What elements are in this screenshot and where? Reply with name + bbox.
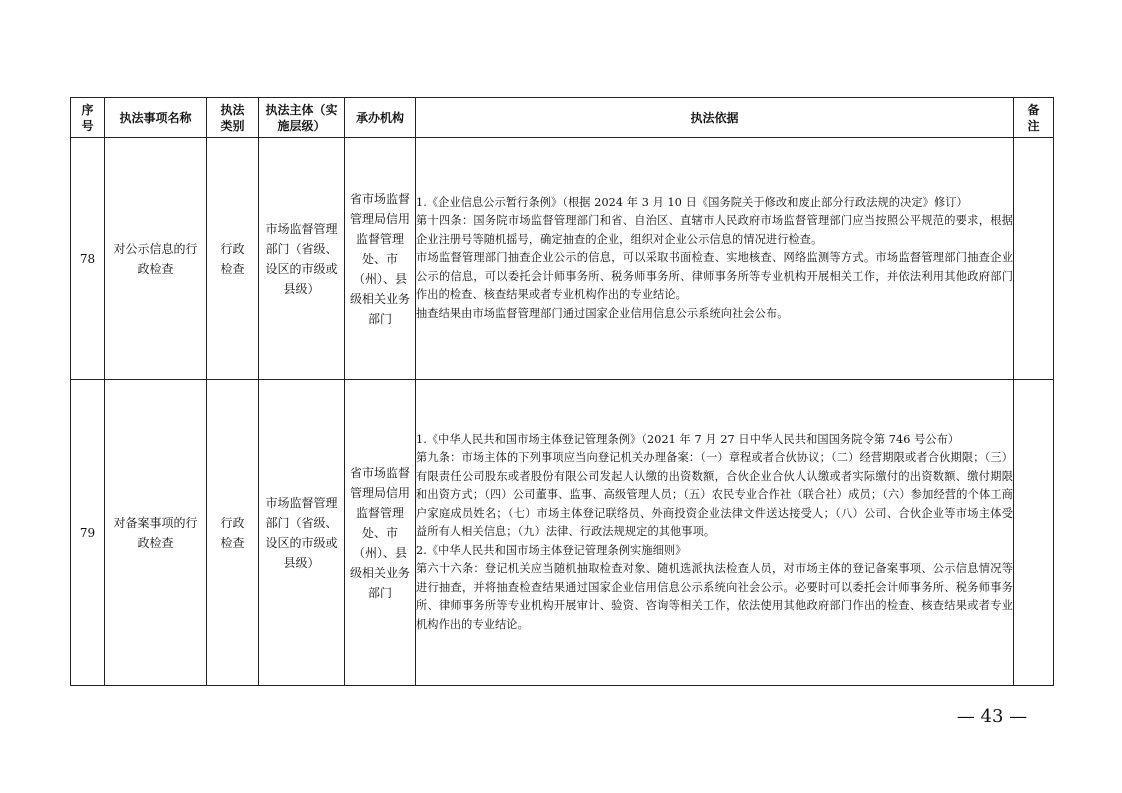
header-item-name: 执法事项名称 — [105, 98, 207, 138]
row-agency: 省市场监督管理局信用监督管理处、市（州）、县级相关业务部门 — [345, 138, 416, 380]
basis-paragraph: 1.《企业信息公示暂行条例》（根据 2024 年 3 月 10 日《国务院关于修改和废止部分行政法规的决定》修订） — [416, 195, 968, 209]
header-agency: 承办机构 — [345, 98, 416, 138]
header-seq: 序号 — [71, 98, 105, 138]
header-basis: 执法依据 — [416, 98, 1014, 138]
row-category: 行政检查 — [207, 380, 259, 686]
basis-paragraph: 2.《中华人民共和国市场主体登记管理条例实施细则》 — [416, 543, 687, 557]
page-number: — 43 — — [956, 706, 1028, 727]
header-subject: 执法主体（实施层级） — [259, 98, 345, 138]
table-row — [71, 380, 1054, 686]
basis-paragraph: 第九条：市场主体的下列事项应当向登记机关办理备案：（一）章程或者合伙协议；（二）经营期限或者合伙期限；（三）有限责任公司股东或者股份有限公司发起人认缴的出资数额，合伙企业合伙人认缴或者实际缴付的出资数额、缴付期限和出资方式；（四）公司董事、监事、高级管理人员；（五）农民专业合作社（联合社）成员；（六）参加经营的个体工商户家庭成员姓名；（七）市场主体登记联络员、外商投资企业法律文件送达接受人；（八）公司、合伙企业等市场主体受益所有人相关信息；（九）法律、行政法规规定的其他事项。 — [416, 451, 1013, 539]
basis-paragraph: 市场监督管理部门抽查企业公示的信息，可以采取书面检查、实地核查、网络监测等方式。市场监督管理部门抽查企业公示的信息，可以委托会计师事务所、税务师事务所、律师事务所等专业机构开展相关工作，并依法利用其他政府部门作出的检查、核查结果或者专业机构作出的专业结论。 — [416, 251, 1013, 302]
row-item-name: 对备案事项的行政检查 — [105, 380, 207, 686]
row-subject: 市场监督管理部门（省级、设区的市级或县级） — [259, 138, 345, 380]
basis-paragraph: 抽查结果由市场监督管理部门通过国家企业信用信息公示系统向社会公布。 — [416, 306, 789, 320]
row-category: 行政检查 — [207, 138, 259, 380]
basis-paragraph: 第六十六条：登记机关应当随机抽取检查对象、随机选派执法检查人员，对市场主体的登记备案事项、公示信息情况等进行抽查，并将抽查检查结果通过国家企业信用信息公示系统向社会公示。必要时可以委托会计师事务所、税务师事务所、律师事务所等专业机构开展审计、验资、咨询等相关工作，依法使用其他政府部门作出的检查、核查结果或者专业机构作出的专业结论。 — [416, 562, 1013, 631]
basis-paragraph: 第十四条：国务院市场监督管理部门和省、自治区、直辖市人民政府市场监督管理部门应当按照公平规范的要求，根据企业注册号等随机摇号，确定抽查的企业，组织对企业公示信息的情况进行检查。 — [416, 214, 1013, 246]
row-basis — [416, 138, 1014, 380]
header-category: 执法类别 — [207, 98, 259, 138]
row-basis — [416, 380, 1014, 686]
row-agency: 省市场监督管理局信用监督管理处、市（州）、县级相关业务部门 — [345, 380, 416, 686]
enforcement-items-table — [70, 97, 1054, 686]
row-seq: 78 — [71, 138, 105, 380]
header-remarks: 备注 — [1014, 98, 1054, 138]
row-subject: 市场监督管理部门（省级、设区的市级或县级） — [259, 380, 345, 686]
basis-paragraph: 1.《中华人民共和国市场主体登记管理条例》（2021 年 7 月 27 日中华人民共和国国务院令第 746 号公布） — [416, 432, 960, 446]
table-header-row — [71, 98, 1054, 138]
row-remarks — [1014, 138, 1054, 380]
row-remarks — [1014, 380, 1054, 686]
row-item-name: 对公示信息的行政检查 — [105, 138, 207, 380]
row-seq: 79 — [71, 380, 105, 686]
table-row — [71, 138, 1054, 380]
